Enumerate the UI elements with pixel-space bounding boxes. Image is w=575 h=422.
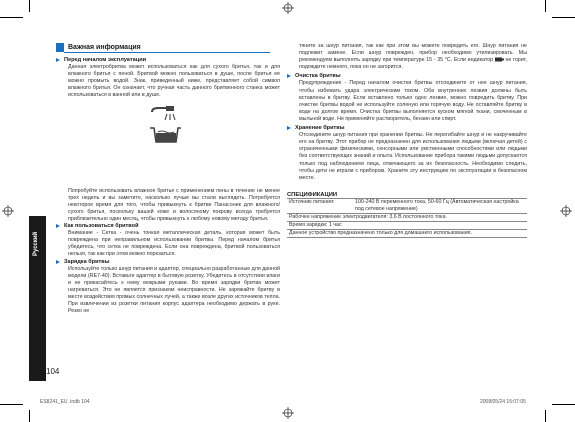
registration-mark-icon bbox=[282, 407, 294, 419]
section-underline bbox=[64, 52, 270, 53]
spec-row bbox=[287, 222, 527, 230]
charging-text: Используйте только шнур питания и адаптер, специально разработанные для данной модели (RE7-40). Вставьте адаптер в бытовую розетку. Убедитесь в отсутствии влаги и не прикасайтесь к нему мокрыми руками. Во время зарядки бритва может нагреваться. Это не является признаком неисправности. Не заряжайте бритву в месте воздействия прямых солнечных лучей, а также возле других источников тепла. При извлечении из розетки питания корпус адаптера необходимо держать в руке. Резко не bbox=[68, 265, 280, 315]
spec-label: Время зарядки: 1 час bbox=[287, 222, 527, 230]
shower-icon-area bbox=[56, 100, 280, 188]
cleaning-text: Предупреждение - Перед началом очистки бритвы отсоедините от нее шнур питания, чтобы избежать удара электрическим током. Оба внутренних лезвия должны быть вставлены в бритву. Если вставлено только одно лезвие, можно повредить бритву. При очистке бритвы водой не используйте соленую или горячую воду. Не оставляйте бритву в воде на долгое время. Очистка бритвы выполняется куском мягкой ткани, смоченным в мыльной воде. Не применяйте растворитель, бензин или спирт. bbox=[299, 80, 527, 122]
left-column bbox=[56, 43, 280, 315]
registration-mark-icon bbox=[2, 205, 14, 217]
spec-row bbox=[287, 213, 527, 221]
bullet-arrow-icon bbox=[56, 224, 60, 228]
bullet-arrow-icon bbox=[287, 126, 291, 130]
charge-indicator-icon bbox=[495, 57, 504, 62]
bullet-arrow-icon bbox=[56, 58, 60, 62]
spec-label: Рабочее напряжение электродвигателя: 3,6 В постоянного тока bbox=[287, 213, 527, 221]
specs-table bbox=[287, 198, 527, 238]
shower-shaving-icon bbox=[148, 106, 182, 146]
crop-mark bbox=[552, 17, 575, 18]
spec-value: 100-240 В переменного тока, 50-60 Гц (Автоматическая настройка под сетевое напряжение) bbox=[353, 198, 527, 213]
wet-shave-advice: Попробуйте использовать влажное бритье с применением пены в течение не менее трех недель и вы заметите, насколько лучше вы стали выглядеть. Потребуется некоторое время для того, чтобы привыкнуть к бритве Панасоник для влажного/сухого бритья, поскольку вашей коже и волосяному покрову всегда требуется приблизительно один месяц, чтобы привыкнуть к любому новому методу бритья. bbox=[68, 187, 280, 222]
page-number: 104 bbox=[46, 367, 60, 376]
specs-title: СПЕЦИФИКАЦИИ bbox=[287, 191, 338, 198]
before-use-text: Данная электробритва может использоваться как для сухого бритья, так и для влажного бритья с пеной. Бритвой можно пользоваться в душе, после бритья ее можно промыть водой. Знак, приведенный ниже, представляет собой символ влажного бритья. Он означает, что ручная часть данного бритвенного станка может использоваться в ванной или в душе. bbox=[68, 64, 280, 99]
crop-mark bbox=[29, 0, 30, 12]
crop-mark bbox=[552, 404, 575, 405]
section-header bbox=[56, 43, 280, 53]
footer-file-info: ES8241_EU .indb 104 bbox=[40, 399, 90, 405]
crop-mark bbox=[0, 17, 23, 18]
section-marker bbox=[56, 43, 64, 52]
crop-mark bbox=[0, 404, 23, 405]
storage-text: Отсоедините шнур питания при хранении бритвы. Не перегибайте шнур и не накручивайте его на бритву. Этот прибор не предназначен для использования людьми (включая детей) с ограниченными физическими, сенсорными или умственными способностями или людьми без соответствующих знаний и опыта. Использование прибора такими людьми допускается только под наблюдением лица, отвечающего за их безопасность. Необходимо следить, чтобы дети не играли с прибором. Храните эту инструкцию по эксплуатации в безопасном месте. bbox=[299, 132, 527, 181]
footer-timestamp: 2008/05/24 15:07:05 bbox=[480, 399, 526, 405]
using-shaver-heading: Как пользоваться бритвой bbox=[56, 223, 280, 230]
charging-text-continued: тяните за шнур питания, так как при этом вы можете повредить его. Шнур питания не подлежит замене. Если шнур поврежден, прибор необходимо утилизировать. Мы рекомендуем выполнять зарядку при температуре 15 - 35 °C. Если индикатор не горит, подождите немного, пока он не загорится. bbox=[299, 43, 527, 71]
using-shaver-text: Внимание - Сетка - очень тонкая металлическая деталь, которая может быть повреждена при неправильном использовании бритвы. Перед началом бритья убедитесь, что сетка не повреждена. Если она повреждена, бритвой пользоваться нельзя, так как при этом можно порезаться. bbox=[68, 230, 280, 258]
charging-heading: Зарядка бритвы bbox=[56, 259, 280, 266]
spec-label: Источник питания: bbox=[287, 198, 353, 213]
bullet-arrow-icon bbox=[287, 74, 291, 78]
spec-note: Данное устройство предназначено только для домашнего использования. bbox=[287, 230, 527, 238]
spec-row bbox=[287, 198, 527, 213]
registration-mark-icon bbox=[560, 205, 572, 217]
crop-mark bbox=[545, 0, 546, 12]
language-tab bbox=[29, 216, 46, 381]
right-column bbox=[287, 43, 527, 238]
spec-row bbox=[287, 230, 527, 238]
registration-mark-icon bbox=[282, 2, 294, 14]
language-tab-label: Русский bbox=[33, 231, 39, 256]
crop-mark bbox=[29, 410, 30, 422]
bullet-arrow-icon bbox=[56, 260, 60, 264]
cleaning-heading: Очистка бритвы bbox=[287, 73, 527, 80]
section-title: Важная информация bbox=[68, 44, 141, 51]
crop-mark bbox=[545, 410, 546, 422]
before-use-heading: Перед началом эксплуатации bbox=[56, 57, 280, 64]
storage-heading: Хранение бритвы bbox=[287, 125, 527, 132]
